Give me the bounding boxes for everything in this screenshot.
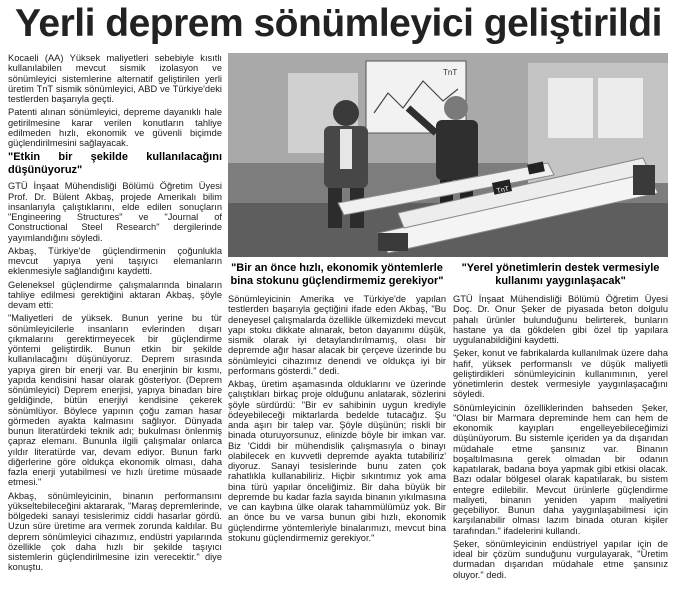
right-column [453, 294, 668, 583]
body-paragraph: Şeker, konut ve fabrikalarda kullanılmak üzere daha hafif, yüksek performanslı ve düşük maliyetli geliştirdikleri sönümleyicinin kullanımının, yerel yönetimlerin destek vermesiyle yaygınlaşacağını söyledi. [453, 348, 668, 400]
body-paragraph: Akbaş, üretim aşamasında olduklarını ve üzerinde çalıştıkları birkaç proje olduğunu anlatarak, sözlerini şöyle sürdürdü: "Bir ev sahibinin uygun krediyle ödeyebileceği miktarlarda bedelde tutacağız. Şu anda aşırı bir talep var. Şöyle düşünün; riskli bir binada oturuyorsunuz, elinizde böyle bir imkan var. Biz 'Ciddi bir mühendislik çalışmasıyla o binayı olabilecek en kuvvetli depremde ayakta tutabiliriz' diyoruz. Sanayi tesislerinde bunu zaten çok rahatlıkla kullanabiliriz. Hiçbir sıkıntımız yok ama bina türü yapılar önceliğimiz. Bir daha büyük bir depremde bu kadar fazla sayıda binanın yıkılmasına ve can kaybına ülke olarak tahammülümüz yok. Bir an önce bu ve varsa bunun gibi hızlı, ekonomik güçlendirme yöntemleriyle binalarımızı, mevcut bina stokunu güçlendirmemiz gerekiyor." [228, 379, 446, 543]
body-paragraph: "Maliyetleri de yüksek. Bunun yerine bu tür sönümleyicilerle insanların evlerinden dışarı çıkmalarını gerektirmeyecek bir güçlendirme yöntemi geliştirdik. Bunun etkin bir şekilde kullanılacağını düşünüyoruz. Deprem sırasında yapıya giren bir enerji var. Bu enerjinin bir kısmı, yapıda kendisini hasar olarak gösteriyor. (Deprem sönümleyici) Deprem enerjisi, yapıya binadan bire geldiğinde, bütün enerjiyi kendisine çekerek sönümlüyor. Böylece yapının çoğu zaman hasar görmeden ayakta kalmasını sağlıyor. Dünyada bunun literatürdeki teknik adı; bukulması önlenmiş çapraz elemanı. Bununla ilgili çalışmalar onlarca yıldır literatürde var, devam ediyor. Bunun farkı diğerlerine göre oldukça ekonomik olması, daha fazla enerji yutabilmesi ve hızlı üretime müsaade etmesi." [8, 313, 222, 488]
body-paragraph: Sönümleyicinin özelliklerinden bahseden Şeker, "Olası bir Marmara depreminde hem can hem de ekonomik kayıpları engelleyebileceğimizi düşünüyorum. Bu sistemle içeriden ya da dışarıdan müdahale etme şansınız var. Binanın boşaltılmasına gerek olmadan bir odanın kapatılarak, badana boya yapmak gibi etkisi olacak. Bazı odalar bölgesel olarak kapatılarak, bu sistem entegre edilebilir. Mevcut ürünlerle güçlendirme maliyeti, binanın yeniden yapım maliyetini geçebiliyor. Bunun daha yaygınlaşabilmesi için karşılanabilir olması lazım binada oturan kişiler tarafından." ifadelerini kullandı. [453, 402, 668, 536]
body-paragraph: GTÜ İnşaat Mühendisliği Bölümü Öğretim Üyesi Prof. Dr. Bülent Akbaş, projede Amerikalı bilim insanlarıyla çalıştıklarını, elde edilen sonuçların "Engineering Structures" ve "Journal of Constructional Steel Research" dergilerinde yayımlandığını söyledi. [8, 181, 222, 243]
left-subhead: "Etkin bir şekilde kullanılacağını düşünüyoruz" [8, 151, 222, 177]
left-column [8, 53, 222, 576]
body-paragraph: Akbaş, Türkiye'de güçlendirmenin çoğunlukla mevcut yapıya yeni taşıyıcı elemanların eklenmesiyle sağlandığını kaydetti. [8, 245, 222, 277]
intro-paragraph: Kocaeli (AA) Yüksek maliyetleri sebebiyle kısıtlı kullanılabilen mevcut sismik izolasyon ve sönümleyici sistemlerine alternatif geliştirilen yerli üretim TnT sismik sönümleyici, ABD ve Türkiye'deki testlerden başarıyla geçti. [8, 53, 222, 104]
body-paragraph: Şeker, sönümleyicinin endüstriyel yapılar için de ideal bir çözüm sunduğunu vurgulayarak, "Üretim durmadan dışarıdan müdahale etme şansınız oluyor." dedi. [453, 538, 668, 580]
news-photo [228, 53, 668, 257]
quote-left: "Bir an önce hızlı, ekonomik yöntemlerle bina stokunu güçlendirmemiz gerekiyor" [230, 262, 444, 287]
headline: Yerli deprem sönümleyici geliştirildi [15, 2, 662, 45]
intro-paragraph: Patenti alınan sönümleyici, depreme dayanıklı hale getirilmesine karar verilen konutların tahliye edilmeden hızlı, ekonomik ve güvenli biçimde güçlendirilmesini sağlayacak. [8, 107, 222, 148]
device-label: TnT [496, 185, 510, 196]
body-paragraph: Sönümleyicinin Amerika ve Türkiye'de yapılan testlerden başarıyla geçtiğini ifade eden Akbaş, "Bu deneyesel çalışmalarda özellikle ülkemizdeki mevcut yapı stoku dikkate alınarak, beton dayanımı düşük, sismik olarak iyi detaylandırılmamış, olası bir depremde ağır hasar alacak bir çerçeve üzerinde bu sönümleyici cihazımız denendi ve oldukça iyi bir performans gösterdi." dedi. [228, 294, 446, 376]
body-paragraph: Geleneksel güçlendirme çalışmalarında binaların tahliye edilmesi gerektiğini aktaran Akbaş, şöyle devam etti: [8, 279, 222, 310]
quote-right: "Yerel yönetimlerin destek vermesiyle kullanımı yaygınlaşacak" [461, 262, 660, 287]
photo-illustration [228, 53, 668, 257]
middle-column [228, 294, 446, 546]
poster-label: TnT [443, 68, 458, 77]
body-paragraph: GTÜ İnşaat Mühendisliği Bölümü Öğretim Üyesi Doç. Dr. Onur Şeker de piyasada beton dolgulu pahalı ürünler bulunduğunu belirterek, bunların hastane ya da gökdelen gibi özel tip yapılara uygulanabildiğini kaydetti. [453, 294, 668, 345]
body-paragraph: Akbaş, sönümleyicinin, binanın performansını yükseltebileceğini aktararak, "Maraş depremlerinde, bölgedeki sanayi tesislerimiz ciddi hasarlar gördü. Uzun süre üretime ara vermek zorunda kaldılar. Bu deprem sönümleyici cihazımız, endüstri yapılarında özellikle çok daha hızlı bir şekilde taşıyıcı sistemlerin güçlendirilmesine izin verecektir." diye konuştu. [8, 490, 222, 573]
